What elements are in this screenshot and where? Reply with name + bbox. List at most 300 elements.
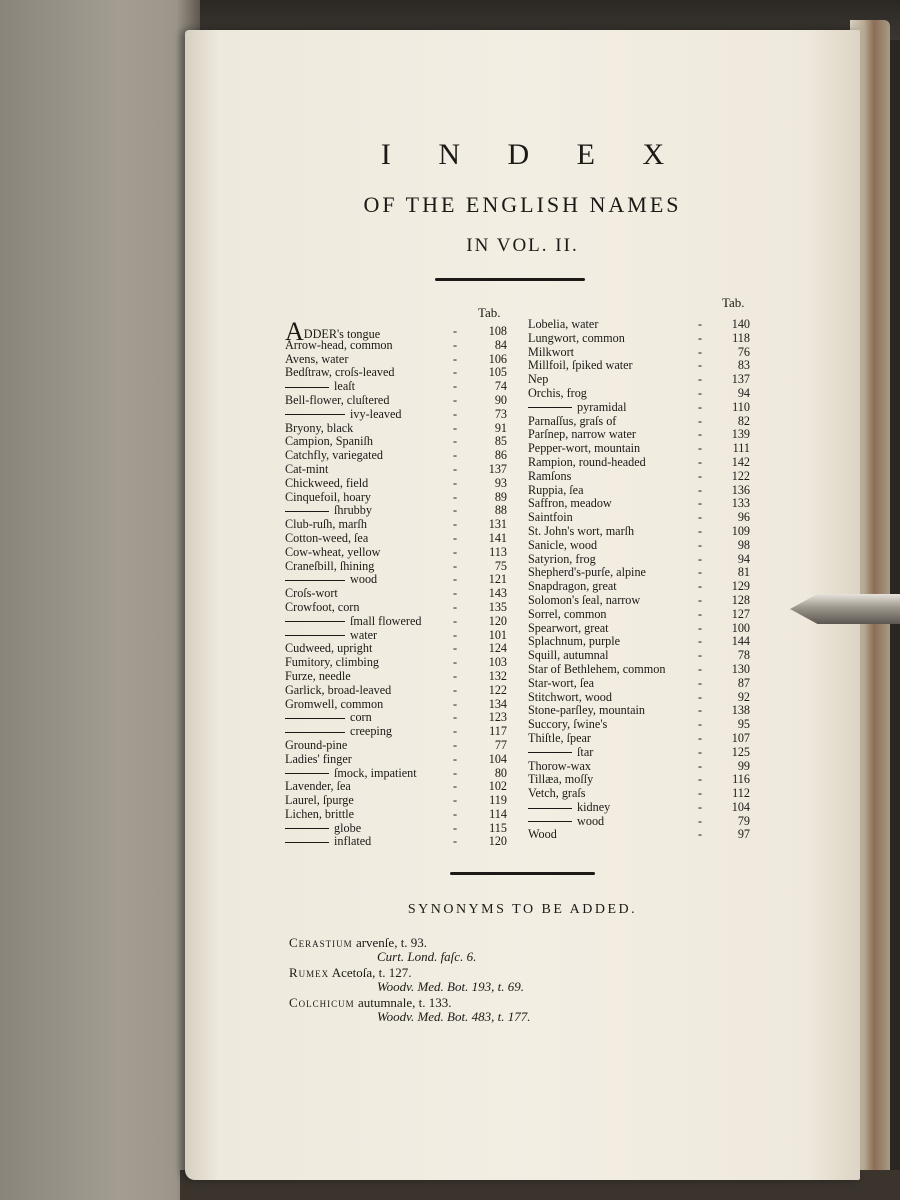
index-entry bbox=[528, 828, 758, 842]
index-entry bbox=[285, 339, 515, 353]
leader-dash: - bbox=[453, 627, 459, 642]
index-entry bbox=[528, 815, 758, 829]
entry-name: Succory, ſwine's bbox=[528, 717, 608, 732]
entry-name: ſmock, impatient bbox=[285, 767, 417, 781]
index-entry bbox=[285, 504, 515, 518]
leader-dash: - bbox=[698, 661, 704, 676]
leader-dash: - bbox=[453, 475, 459, 490]
entry-name: Millfoil, ſpiked water bbox=[528, 358, 633, 373]
entry-tab-number: 111 bbox=[732, 441, 750, 456]
leader-dash: - bbox=[453, 530, 459, 545]
index-entry bbox=[528, 718, 758, 732]
entry-tab-number: 82 bbox=[737, 413, 750, 428]
entry-tab-number: 136 bbox=[731, 482, 750, 497]
entry-name: Saintfoin bbox=[528, 510, 573, 525]
entry-name: Gromwell, common bbox=[285, 696, 384, 711]
index-entry bbox=[528, 359, 758, 373]
entry-tab-number: 97 bbox=[737, 827, 750, 842]
entry-name: Snapdragon, great bbox=[528, 579, 617, 594]
entry-tab-number: 75 bbox=[494, 558, 507, 573]
index-entry bbox=[285, 629, 515, 643]
entry-tab-number: 88 bbox=[494, 503, 507, 518]
tab-header-left: Tab. bbox=[478, 305, 501, 320]
entry-name: Lungwort, common bbox=[528, 330, 625, 345]
leader-dash: - bbox=[453, 420, 459, 435]
entry-name: Ladies' finger bbox=[285, 751, 352, 766]
leader-dash: - bbox=[698, 579, 704, 594]
entry-tab-number: 119 bbox=[489, 793, 507, 808]
entry-name: Stone-parſley, mountain bbox=[528, 703, 645, 718]
synonym-species: arvenſe, t. 93. bbox=[352, 935, 428, 950]
index-entry bbox=[528, 635, 758, 649]
entry-name: creeping bbox=[285, 725, 392, 739]
entry-tab-number: 81 bbox=[737, 565, 750, 580]
entry-tab-number: 129 bbox=[731, 579, 750, 594]
entry-tab-number: 109 bbox=[731, 523, 750, 538]
leader-dash: - bbox=[698, 620, 704, 635]
entry-tab-number: 132 bbox=[488, 668, 507, 683]
entry-name: Avens, water bbox=[285, 351, 349, 366]
synonym-species: Acetoſa, t. 127. bbox=[329, 965, 412, 980]
leader-dash: - bbox=[453, 337, 459, 352]
index-entry bbox=[285, 642, 515, 656]
entry-name: Campion, Spaniſh bbox=[285, 434, 374, 449]
entry-tab-number: 121 bbox=[488, 572, 507, 587]
index-entry bbox=[528, 401, 758, 415]
index-entry bbox=[285, 711, 515, 725]
entry-tab-number: 99 bbox=[737, 758, 750, 773]
entry-name: Satyrion, frog bbox=[528, 551, 596, 566]
entry-tab-number: 120 bbox=[488, 834, 507, 849]
entry-tab-number: 77 bbox=[494, 737, 507, 752]
entry-name: Splachnum, purple bbox=[528, 634, 621, 649]
entry-tab-number: 96 bbox=[737, 510, 750, 525]
leader-dash: - bbox=[698, 537, 704, 552]
entry-name: Pepper-wort, mountain bbox=[528, 441, 641, 456]
entry-name: ſtar bbox=[528, 746, 593, 760]
entry-tab-number: 87 bbox=[737, 675, 750, 690]
entry-name: globe bbox=[285, 822, 361, 836]
leader-dash: - bbox=[453, 668, 459, 683]
leader-dash: - bbox=[453, 599, 459, 614]
index-entry bbox=[528, 677, 758, 691]
entry-tab-number: 92 bbox=[737, 689, 750, 704]
index-entry bbox=[528, 428, 758, 442]
index-entry bbox=[528, 318, 758, 332]
index-entry bbox=[285, 353, 515, 367]
entry-name: Stitchwort, wood bbox=[528, 689, 612, 704]
index-column-right bbox=[528, 318, 758, 842]
leader-dash: - bbox=[453, 503, 459, 518]
entry-tab-number: 137 bbox=[731, 372, 750, 387]
entry-tab-number: 134 bbox=[488, 696, 507, 711]
entry-name: Tillæa, moſſy bbox=[528, 772, 594, 787]
entry-tab-number: 142 bbox=[731, 454, 750, 469]
entry-name: Thiſtle, ſpear bbox=[528, 730, 591, 745]
entry-tab-number: 93 bbox=[494, 475, 507, 490]
entry-tab-number: 143 bbox=[488, 586, 507, 601]
book-cover-left bbox=[0, 0, 200, 1200]
leader-dash: - bbox=[698, 717, 704, 732]
entry-tab-number: 91 bbox=[494, 420, 507, 435]
leader-dash: - bbox=[453, 434, 459, 449]
leader-dash: - bbox=[698, 399, 704, 414]
entry-tab-number: 125 bbox=[731, 744, 750, 759]
entry-name: ADDER's tongue bbox=[285, 317, 381, 346]
leader-dash: - bbox=[698, 523, 704, 538]
index-entry bbox=[285, 491, 515, 505]
index-entry bbox=[528, 566, 758, 580]
leader-dash: - bbox=[698, 827, 704, 842]
leader-dash: - bbox=[698, 786, 704, 801]
leader-dash: - bbox=[453, 724, 459, 739]
leader-dash: - bbox=[698, 799, 704, 814]
entry-tab-number: 135 bbox=[488, 599, 507, 614]
entry-tab-number: 114 bbox=[489, 806, 507, 821]
entry-name: pyramidal bbox=[528, 401, 626, 415]
entry-name: Nep bbox=[528, 372, 549, 387]
entry-tab-number: 80 bbox=[494, 765, 507, 780]
index-entry bbox=[285, 560, 515, 574]
index-entry bbox=[285, 615, 515, 629]
entry-name: Arrow-head, common bbox=[285, 337, 393, 352]
leader-dash: - bbox=[453, 461, 459, 476]
leader-dash: - bbox=[698, 358, 704, 373]
leader-dash: - bbox=[453, 710, 459, 725]
entry-tab-number: 103 bbox=[488, 655, 507, 670]
leader-dash: - bbox=[698, 813, 704, 828]
index-entry bbox=[285, 449, 515, 463]
index-entry bbox=[528, 704, 758, 718]
index-entry bbox=[285, 684, 515, 698]
entry-name: kidney bbox=[528, 801, 610, 815]
section-rule bbox=[450, 872, 595, 875]
entry-tab-number: 83 bbox=[737, 358, 750, 373]
synonym-entry bbox=[289, 935, 427, 950]
index-entry bbox=[285, 780, 515, 794]
leader-dash: - bbox=[453, 793, 459, 808]
index-entry bbox=[528, 525, 758, 539]
entry-tab-number: 79 bbox=[737, 813, 750, 828]
leader-dash: - bbox=[698, 441, 704, 456]
index-entry bbox=[285, 394, 515, 408]
index-entry bbox=[285, 656, 515, 670]
entry-name: leaſt bbox=[285, 380, 355, 394]
entry-name: Furze, needle bbox=[285, 668, 351, 683]
entry-tab-number: 90 bbox=[494, 392, 507, 407]
entry-tab-number: 116 bbox=[732, 772, 750, 787]
index-entry bbox=[285, 587, 515, 601]
entry-tab-number: 84 bbox=[494, 337, 507, 352]
entry-tab-number: 124 bbox=[488, 641, 507, 656]
entry-name: Lavender, ſea bbox=[285, 779, 351, 794]
index-entry bbox=[528, 539, 758, 553]
leader-dash: - bbox=[453, 641, 459, 656]
leader-dash: - bbox=[698, 648, 704, 663]
entry-name: Parnaſſus, graſs of bbox=[528, 413, 617, 428]
entry-name: Ground-pine bbox=[285, 737, 348, 752]
leader-dash: - bbox=[453, 406, 459, 421]
entry-tab-number: 112 bbox=[732, 786, 750, 801]
leader-dash: - bbox=[453, 392, 459, 407]
entry-tab-number: 110 bbox=[732, 399, 750, 414]
entry-tab-number: 131 bbox=[488, 517, 507, 532]
index-entry bbox=[285, 546, 515, 560]
leader-dash: - bbox=[453, 613, 459, 628]
entry-name: Sanicle, wood bbox=[528, 537, 598, 552]
index-entry bbox=[285, 753, 515, 767]
index-entry bbox=[285, 822, 515, 836]
entry-name: Cudweed, upright bbox=[285, 641, 373, 656]
index-entry bbox=[528, 511, 758, 525]
leader-dash: - bbox=[698, 675, 704, 690]
leader-dash: - bbox=[453, 820, 459, 835]
page-title: I N D E X bbox=[380, 138, 685, 171]
leader-dash: - bbox=[453, 558, 459, 573]
synonym-citation: Woodv. Med. Bot. 483, t. 177. bbox=[377, 1009, 531, 1024]
entry-name: Crowfoot, corn bbox=[285, 599, 360, 614]
index-entry bbox=[528, 470, 758, 484]
entry-tab-number: 100 bbox=[731, 620, 750, 635]
index-entry bbox=[285, 366, 515, 380]
leader-dash: - bbox=[698, 454, 704, 469]
index-entry bbox=[528, 787, 758, 801]
index-entry bbox=[528, 760, 758, 774]
leader-dash: - bbox=[698, 427, 704, 442]
index-entry bbox=[285, 435, 515, 449]
entry-tab-number: 94 bbox=[737, 385, 750, 400]
index-entry bbox=[528, 332, 758, 346]
index-entry bbox=[528, 773, 758, 787]
leader-dash: - bbox=[698, 730, 704, 745]
leader-dash: - bbox=[453, 324, 459, 338]
leader-dash: - bbox=[698, 758, 704, 773]
entry-name: St. John's wort, marſh bbox=[528, 523, 635, 538]
leader-dash: - bbox=[453, 655, 459, 670]
entry-tab-number: 95 bbox=[737, 717, 750, 732]
index-entry bbox=[285, 408, 515, 422]
index-entry bbox=[285, 670, 515, 684]
index-entry bbox=[285, 477, 515, 491]
leader-dash: - bbox=[698, 330, 704, 345]
index-entry bbox=[285, 518, 515, 532]
leader-dash: - bbox=[453, 544, 459, 559]
entry-name: Ramſons bbox=[528, 468, 572, 483]
entry-name: Bell-flower, cluſtered bbox=[285, 392, 390, 407]
index-entry bbox=[528, 663, 758, 677]
entry-tab-number: 105 bbox=[488, 365, 507, 380]
index-entry bbox=[528, 373, 758, 387]
index-entry bbox=[285, 532, 515, 546]
leader-dash: - bbox=[698, 551, 704, 566]
entry-tab-number: 118 bbox=[732, 330, 750, 345]
entry-name: Laurel, ſpurge bbox=[285, 793, 354, 808]
index-entry bbox=[285, 739, 515, 753]
entry-tab-number: 106 bbox=[488, 351, 507, 366]
entry-name: water bbox=[285, 629, 377, 643]
index-entry bbox=[528, 746, 758, 760]
entry-name: Bryony, black bbox=[285, 420, 354, 435]
entry-tab-number: 94 bbox=[737, 551, 750, 566]
entry-name: Shepherd's-purſe, alpine bbox=[528, 565, 646, 580]
entry-tab-number: 130 bbox=[731, 661, 750, 676]
leader-dash: - bbox=[453, 448, 459, 463]
entry-tab-number: 138 bbox=[731, 703, 750, 718]
entry-name: Solomon's ſeal, narrow bbox=[528, 592, 641, 607]
entry-tab-number: 74 bbox=[494, 379, 507, 394]
index-entry bbox=[285, 835, 515, 849]
tab-header-right: Tab. bbox=[722, 295, 745, 310]
leader-dash: - bbox=[698, 385, 704, 400]
index-entry bbox=[528, 346, 758, 360]
synonym-entry bbox=[289, 965, 412, 980]
entry-tab-number: 76 bbox=[737, 344, 750, 359]
synonyms-heading: SYNONYMS TO BE ADDED. bbox=[407, 902, 638, 917]
entry-tab-number: 102 bbox=[488, 779, 507, 794]
entry-name: Rampion, round-headed bbox=[528, 454, 646, 469]
entry-name: Catchfly, variegated bbox=[285, 448, 384, 463]
entry-name: ſhrubby bbox=[285, 504, 372, 518]
index-column-left bbox=[285, 317, 515, 849]
index-entry bbox=[528, 594, 758, 608]
index-entry bbox=[528, 553, 758, 567]
index-entry bbox=[285, 573, 515, 587]
index-entry bbox=[285, 767, 515, 781]
entry-name: Spearwort, great bbox=[528, 620, 609, 635]
entry-name: Cat-mint bbox=[285, 461, 329, 476]
entry-tab-number: 128 bbox=[731, 592, 750, 607]
entry-tab-number: 101 bbox=[488, 627, 507, 642]
entry-name: Chickweed, field bbox=[285, 475, 369, 490]
entry-name: Cotton-weed, ſea bbox=[285, 530, 369, 545]
entry-name: Fumitory, climbing bbox=[285, 655, 380, 670]
entry-name: Saffron, meadow bbox=[528, 496, 612, 511]
entry-name: wood bbox=[528, 815, 604, 829]
index-entry bbox=[528, 442, 758, 456]
index-entry bbox=[285, 601, 515, 615]
leader-dash: - bbox=[698, 372, 704, 387]
entry-name: Parſnep, narrow water bbox=[528, 427, 636, 442]
leader-dash: - bbox=[453, 365, 459, 380]
entry-name: Thorow-wax bbox=[528, 758, 591, 773]
synonym-genus: Colchicum bbox=[289, 995, 355, 1010]
entry-tab-number: 85 bbox=[494, 434, 507, 449]
entry-name: ivy-leaved bbox=[285, 408, 401, 422]
leader-dash: - bbox=[698, 496, 704, 511]
entry-tab-number: 104 bbox=[488, 751, 507, 766]
entry-name: Milkwort bbox=[528, 344, 575, 359]
leader-dash: - bbox=[698, 689, 704, 704]
title-rule bbox=[435, 278, 585, 281]
leader-dash: - bbox=[453, 517, 459, 532]
entry-name: Sorrel, common bbox=[528, 606, 607, 621]
leader-dash: - bbox=[698, 317, 704, 331]
entry-name: Lobelia, water bbox=[528, 317, 599, 331]
leader-dash: - bbox=[453, 806, 459, 821]
entry-tab-number: 123 bbox=[488, 710, 507, 725]
index-entry bbox=[285, 725, 515, 739]
entry-name: Garlick, broad-leaved bbox=[285, 682, 392, 697]
page-subtitle: OF THE ENGLISH NAMES bbox=[363, 192, 682, 217]
leader-dash: - bbox=[698, 344, 704, 359]
entry-name: Craneſbill, ſhining bbox=[285, 558, 375, 573]
entry-tab-number: 137 bbox=[488, 461, 507, 476]
leader-dash: - bbox=[453, 572, 459, 587]
entry-name: Wood bbox=[528, 827, 557, 842]
index-entry bbox=[528, 497, 758, 511]
leader-dash: - bbox=[698, 703, 704, 718]
entry-name: Orchis, frog bbox=[528, 385, 587, 400]
entry-tab-number: 108 bbox=[488, 324, 507, 338]
index-entry bbox=[528, 649, 758, 663]
leader-dash: - bbox=[453, 379, 459, 394]
index-entry bbox=[528, 415, 758, 429]
entry-name: ſmall flowered bbox=[285, 615, 421, 629]
entry-name: Croſs-wort bbox=[285, 586, 338, 601]
entry-tab-number: 144 bbox=[731, 634, 750, 649]
index-entry bbox=[528, 691, 758, 705]
leader-dash: - bbox=[453, 834, 459, 849]
index-page bbox=[185, 30, 860, 1180]
entry-name: Squill, autumnal bbox=[528, 648, 609, 663]
index-entry bbox=[285, 794, 515, 808]
entry-tab-number: 141 bbox=[488, 530, 507, 545]
entry-tab-number: 107 bbox=[731, 730, 750, 745]
entry-tab-number: 139 bbox=[731, 427, 750, 442]
entry-name: wood bbox=[285, 573, 377, 587]
volume-label: IN VOL. II. bbox=[466, 235, 579, 256]
leader-dash: - bbox=[698, 592, 704, 607]
entry-tab-number: 120 bbox=[488, 613, 507, 628]
entry-name: Cow-wheat, yellow bbox=[285, 544, 381, 559]
index-entry bbox=[528, 732, 758, 746]
index-entry bbox=[285, 463, 515, 477]
index-entry bbox=[528, 484, 758, 498]
leader-dash: - bbox=[698, 510, 704, 525]
entry-tab-number: 127 bbox=[731, 606, 750, 621]
entry-tab-number: 115 bbox=[489, 820, 507, 835]
leader-dash: - bbox=[453, 489, 459, 504]
index-entry bbox=[528, 622, 758, 636]
index-entry bbox=[528, 456, 758, 470]
entry-tab-number: 133 bbox=[731, 496, 750, 511]
leader-dash: - bbox=[453, 351, 459, 366]
entry-name: Cinquefoil, hoary bbox=[285, 489, 371, 504]
leader-dash: - bbox=[698, 482, 704, 497]
entry-name: inflated bbox=[285, 835, 371, 849]
index-entry bbox=[528, 580, 758, 594]
entry-tab-number: 117 bbox=[489, 724, 507, 739]
index-entry bbox=[528, 608, 758, 622]
leader-dash: - bbox=[453, 737, 459, 752]
entry-name: Lichen, brittle bbox=[285, 806, 355, 821]
entry-name: Club-ruſh, marſh bbox=[285, 517, 367, 532]
synonym-genus: Rumex bbox=[289, 965, 330, 980]
entry-tab-number: 113 bbox=[489, 544, 507, 559]
entry-tab-number: 78 bbox=[737, 648, 750, 663]
synonym-citation: Woodv. Med. Bot. 193, t. 69. bbox=[377, 979, 524, 994]
index-entry bbox=[285, 808, 515, 822]
index-entry bbox=[285, 698, 515, 712]
entry-tab-number: 86 bbox=[494, 448, 507, 463]
entry-name: Star of Bethlehem, common bbox=[528, 661, 666, 676]
synonym-genus: Cerastium bbox=[289, 935, 353, 950]
entry-name: Ruppia, ſea bbox=[528, 482, 584, 497]
leader-dash: - bbox=[453, 751, 459, 766]
leader-dash: - bbox=[698, 772, 704, 787]
entry-tab-number: 122 bbox=[488, 682, 507, 697]
entry-tab-number: 140 bbox=[731, 317, 750, 331]
